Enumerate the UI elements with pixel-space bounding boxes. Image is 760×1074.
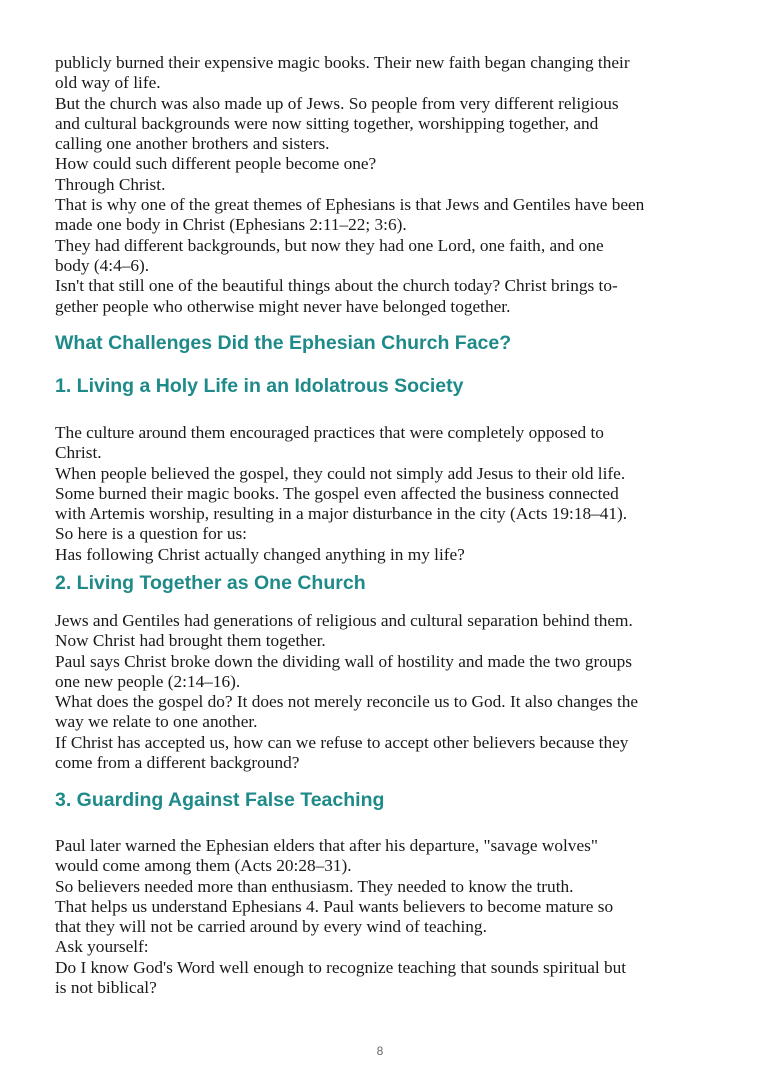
text-line: They had different backgrounds, but now they had one Lord, one faith, and one [55,235,604,255]
text-line: would come among them (Acts 20:28–31). [55,856,352,876]
text-line: That helps us understand Ephesians 4. Paul wants believers to become mature so [55,896,614,916]
text-line: But the church was also made up of Jews. So people from very different religious [55,93,619,113]
text-line: body (4:4–6). [55,255,150,275]
page-number: 8 [376,1044,384,1058]
text-line: made one body in Christ (Ephesians 2:11–22; 3:6). [55,215,407,235]
section-heading-3: 3. Guarding Against False Teaching [55,789,385,811]
text-line: Some burned their magic books. The gospel even affected the business connected [55,483,619,503]
text-line: Christ. [55,443,102,463]
text-line: How could such different people become one? [55,154,377,174]
text-line: Jews and Gentiles had generations of religious and cultural separation behind them. [55,611,633,630]
text-line: If Christ has accepted us, how can we refuse to accept other believers because they [55,732,629,752]
section-heading-1: 1. Living a Holy Life in an Idolatrous Society [55,375,464,397]
text-line: with Artemis worship, resulting in a major disturbance in the city (Acts 19:18–41). [55,504,628,524]
section-heading-2: 2. Living Together as One Church [55,572,366,594]
section-1-body [55,423,727,565]
text-line: So here is a question for us: [55,524,247,544]
text-line: Paul says Christ broke down the dividing wall of hostility and made the two groups [55,651,632,671]
section-3-body [55,836,727,998]
text-line: Through Christ. [55,174,166,194]
text-line: and cultural backgrounds were now sitting together, worshipping together, and [55,113,599,133]
text-line: is not biblical? [55,978,157,998]
text-line: Paul later warned the Ephesian elders that after his departure, "savage wolves" [55,836,598,855]
main-heading: What Challenges Did the Ephesian Church Face? [55,332,512,354]
text-line: calling one another brothers and sisters. [55,134,330,154]
section-2-body [55,611,727,773]
text-line: So believers needed more than enthusiasm. They needed to know the truth. [55,876,574,896]
intro-paragraphs [55,53,727,317]
text-line: one new people (2:14–16). [55,671,241,691]
text-line: Ask yourself: [55,937,149,957]
text-line: Now Christ had brought them together. [55,631,326,651]
text-line: way we relate to one another. [55,712,258,732]
text-line: old way of life. [55,73,161,93]
text-line: gether people who otherwise might never have belonged together. [55,296,511,316]
text-line: come from a different background? [55,753,300,773]
text-line: What does the gospel do? It does not merely reconcile us to God. It also changes the [55,692,639,712]
text-line: Isn't that still one of the beautiful things about the church today? Christ brings to- [55,276,618,296]
text-line: Do I know God's Word well enough to recognize teaching that sounds spiritual but [55,957,627,977]
text-line: When people believed the gospel, they could not simply add Jesus to their old life. [55,463,626,483]
text-line: That is why one of the great themes of Ephesians is that Jews and Gentiles have been [55,195,645,215]
text-line: The culture around them encouraged practices that were completely opposed to [55,423,604,442]
text-line: that they will not be carried around by every wind of teaching. [55,917,487,937]
text-line: publicly burned their expensive magic books. Their new faith began changing their [55,53,630,72]
text-line: Has following Christ actually changed anything in my life? [55,544,465,564]
